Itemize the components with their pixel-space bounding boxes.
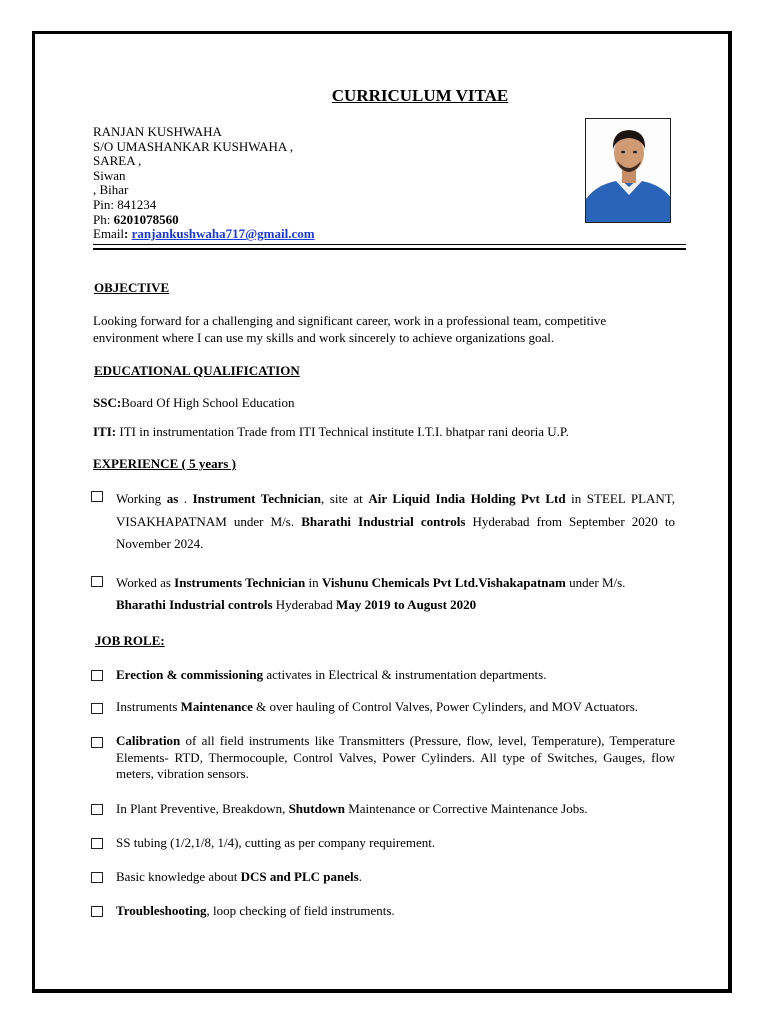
bullet-icon — [91, 804, 103, 815]
exp1-text-1: Working — [116, 491, 167, 506]
exp2-contractor: Bharathi Industrial controls — [116, 597, 273, 612]
email-colon: : — [124, 226, 132, 242]
bullet-icon — [91, 576, 103, 587]
job-role-item-2 — [116, 699, 638, 715]
exp2-text-1: Worked as — [116, 575, 175, 590]
email-label: Email — [93, 226, 125, 242]
job-role-heading: JOB ROLE: — [95, 633, 165, 648]
role3-bold: Calibration — [116, 733, 181, 748]
profile-photo — [585, 118, 671, 223]
candidate-name: RANJAN KUSHWAHA — [93, 124, 222, 139]
role3-text: of all field instruments like Transmitters (Pressure, flow, level, Temperature), Temperature Elements- RTD, Thermocouple, Control Valves, Power Cylinders. All type of Switches, Gauges, flow meters, vibration sensors. — [116, 733, 675, 781]
village: SAREA , — [93, 153, 142, 169]
header-divider-thick — [93, 248, 686, 250]
exp1-text-4: in STEEL PLANT, VISAKHAPATNAM under M/s. — [116, 491, 676, 529]
header-divider-thin — [93, 244, 686, 245]
exp1-company: Air Liquid India Holding Pvt Ltd — [368, 491, 566, 506]
objective-text: Looking forward for a challenging and significant career, work in a professional team, competitive environment where I can use my skills and work sincerely to achieve organizations goal. — [93, 313, 607, 345]
experience-item-2 — [116, 572, 675, 616]
role2-bold: Maintenance — [180, 699, 253, 714]
bullet-icon — [91, 491, 103, 502]
state: , Bihar — [93, 182, 129, 198]
exp2-text-3: under M/s. — [565, 575, 626, 590]
bullet-icon — [91, 906, 103, 917]
exp2-company: Vishunu Chemicals Pvt Ltd.Vishakapatnam — [321, 575, 566, 590]
ssc-label: SSC: — [93, 395, 122, 410]
role6-bold: DCS and PLC panels — [240, 869, 359, 884]
job-role-item-5: SS tubing (1/2,1/8, 1/4), cutting as per company requirement. — [116, 835, 436, 850]
bullet-icon — [91, 703, 103, 714]
job-role-item-3 — [116, 733, 675, 783]
role7-text: , loop checking of field instruments. — [206, 903, 395, 918]
document-title: CURRICULUM VITAE — [331, 86, 509, 105]
exp1-role: Instrument Technician — [192, 491, 321, 506]
email-link[interactable]: ranjankushwaha717@gmail.com — [131, 226, 315, 242]
exp2-text-2: in — [305, 575, 322, 590]
exp2-role: Instruments Technician — [174, 575, 306, 590]
job-role-item-6 — [116, 869, 362, 885]
role6-text-1: Basic knowledge about — [116, 869, 241, 884]
bullet-icon — [91, 737, 103, 748]
exp1-contractor: Bharathi Industrial controls — [301, 513, 466, 529]
iti-label: ITI: — [93, 424, 117, 439]
contact-block — [93, 125, 315, 242]
role2-text-1: Instruments — [116, 699, 181, 714]
exp1-bold-1: as — [166, 491, 179, 506]
objective-heading: OBJECTIVE — [94, 280, 170, 295]
experience-heading: EXPERIENCE ( 5 years ) — [93, 456, 236, 471]
district: Siwan — [93, 167, 126, 183]
pin-code: Pin: 841234 — [93, 196, 157, 212]
iti-text: ITI in instrumentation Trade from ITI Technical institute I.T.I. bhatpar rani deoria U.P. — [116, 424, 569, 439]
exp1-text-3: , site at — [320, 491, 369, 506]
email-line — [93, 227, 315, 242]
father-name: S/O UMASHANKAR KUSHWAHA , — [93, 138, 294, 154]
job-role-item-7 — [116, 903, 395, 919]
experience-item-1 — [116, 488, 675, 556]
exp1-text-2: . — [178, 491, 193, 506]
role2-text-2: & over hauling of Control Valves, Power Cylinders, and MOV Actuators. — [252, 699, 639, 714]
education-heading: EDUCATIONAL QUALIFICATION — [94, 363, 300, 378]
role6-text-2: . — [358, 869, 362, 884]
exp2-period: May 2019 to August 2020 — [336, 597, 477, 612]
profile-photo-image — [586, 119, 671, 223]
role4-text-2: Maintenance or Corrective Maintenance Jobs. — [344, 801, 588, 816]
exp2-text-4: Hyderabad — [272, 597, 337, 612]
role4-text-1: In Plant Preventive, Breakdown, — [116, 801, 289, 816]
role1-bold: Erection & commissioning — [116, 667, 264, 682]
bullet-icon — [91, 872, 103, 883]
bullet-icon — [91, 838, 103, 849]
phone-number: 6201078560 — [113, 211, 179, 227]
job-role-item-1 — [116, 667, 546, 683]
ssc-line — [93, 395, 295, 411]
iti-line — [93, 424, 569, 440]
bullet-icon — [91, 670, 103, 681]
phone-line — [93, 213, 315, 228]
phone-label: Ph: — [93, 211, 114, 227]
job-role-item-4 — [116, 801, 588, 817]
role1-text: activates in Electrical & instrumentation departments. — [263, 667, 547, 682]
role7-bold: Troubleshooting — [116, 903, 207, 918]
exp1-text-5: Hyderabad from September 2020 to November 2024. — [116, 513, 675, 551]
ssc-text: Board Of High School Education — [121, 395, 295, 410]
role4-bold: Shutdown — [288, 801, 345, 816]
